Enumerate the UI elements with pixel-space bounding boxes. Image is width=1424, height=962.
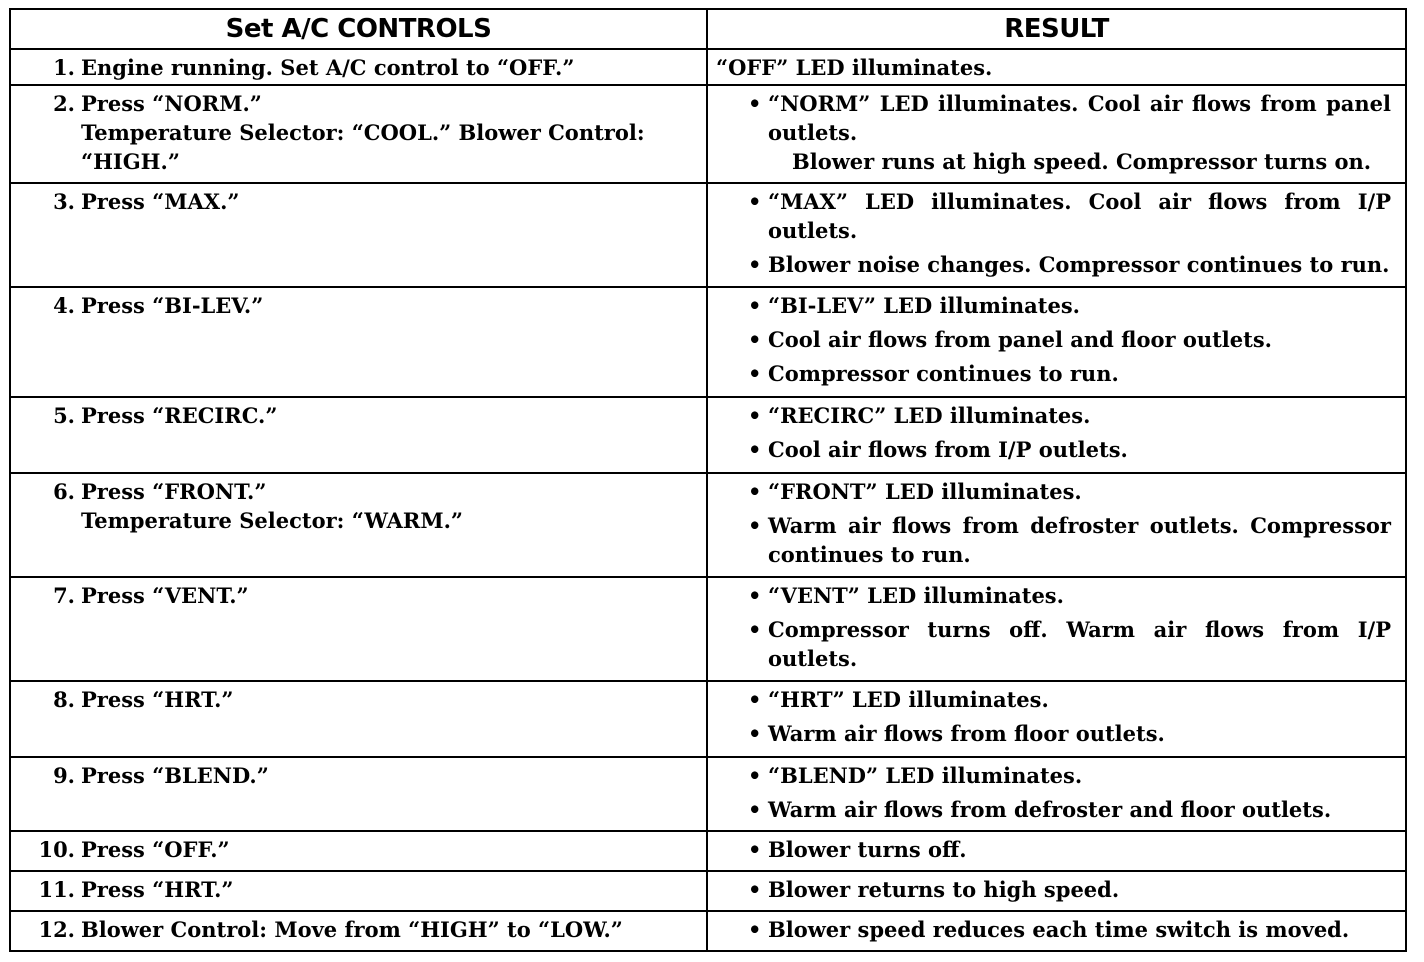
result-text: “OFF” LED illuminates.: [716, 55, 993, 80]
result-cell: [707, 757, 1406, 831]
step-line: Press “HRT.”: [81, 877, 234, 902]
result-cell: [707, 871, 1406, 911]
step-number: 12.: [38, 917, 75, 942]
table-row: [10, 397, 1406, 473]
step: [11, 682, 706, 716]
table-row: [10, 49, 1406, 85]
table-row: [10, 183, 1406, 287]
bullet-text: [768, 875, 1391, 904]
result-bullet: [748, 291, 1391, 320]
control-cell: [10, 287, 707, 397]
step: [11, 398, 706, 432]
step-text: [81, 835, 700, 864]
step: [11, 86, 706, 178]
bullet-dot-icon: •: [748, 91, 762, 116]
result-cell: [707, 85, 1406, 183]
step-text: [81, 915, 700, 944]
step-text: [81, 761, 700, 790]
result-cell: [707, 831, 1406, 871]
bullet-dot-icon: •: [748, 583, 762, 608]
bullet-main-text: Cool air flows from panel and floor outlets.: [768, 327, 1272, 352]
table-row: [10, 577, 1406, 681]
bullet-text: [768, 89, 1391, 176]
header-row: [10, 9, 1406, 49]
result-list: [708, 578, 1405, 675]
bullet-main-text: Compressor continues to run.: [768, 361, 1119, 386]
bullet-dot-icon: •: [748, 877, 762, 902]
result-bullet: [748, 187, 1391, 245]
bullet-dot-icon: •: [748, 293, 762, 318]
step-line: Temperature Selector: “WARM.”: [81, 508, 463, 533]
bullet-text: [768, 511, 1391, 569]
bullet-text: [768, 719, 1391, 748]
control-cell: [10, 397, 707, 473]
table-row: [10, 871, 1406, 911]
bullet-text: [768, 435, 1391, 464]
control-cell: [10, 577, 707, 681]
result-cell: [707, 577, 1406, 681]
step-line: Press “BLEND.”: [81, 763, 269, 788]
bullet-dot-icon: •: [748, 721, 762, 746]
bullet-main-text: Warm air flows from defroster and floor outlets.: [768, 797, 1332, 822]
step-number: 3.: [53, 189, 75, 214]
step-text: [81, 291, 700, 320]
bullet-main-text: Cool air flows from I/P outlets.: [768, 437, 1128, 462]
bullet-dot-icon: •: [748, 479, 762, 504]
step-text: [81, 477, 700, 535]
step: [11, 474, 706, 537]
result-bullet: [748, 477, 1391, 506]
step-number: 11.: [38, 877, 75, 902]
bullet-main-text: “MAX” LED illuminates. Cool air flows from I/P outlets.: [768, 189, 1391, 243]
bullet-dot-icon: •: [748, 687, 762, 712]
control-cell: [10, 85, 707, 183]
header-set-ac-controls: Set A/C CONTROLS: [10, 9, 707, 49]
step-number: 1.: [53, 55, 75, 80]
step-line: Press “MAX.”: [81, 189, 240, 214]
bullet-main-text: Compressor turns off. Warm air flows from I/P outlets.: [768, 617, 1391, 671]
result-bullet: [748, 435, 1391, 464]
step-line: Temperature Selector: “COOL.” Blower Control:: [81, 120, 645, 145]
bullet-text: [768, 915, 1391, 944]
step-text: [81, 53, 700, 82]
bullet-text: [768, 250, 1391, 279]
bullet-main-text: “RECIRC” LED illuminates.: [768, 403, 1091, 428]
result-list: [708, 86, 1405, 178]
control-cell: [10, 183, 707, 287]
result-list: [708, 398, 1405, 466]
bullet-main-text: Blower turns off.: [768, 837, 967, 862]
result-cell: [707, 287, 1406, 397]
control-cell: [10, 49, 707, 85]
step-line: Press “HRT.”: [81, 687, 234, 712]
bullet-dot-icon: •: [748, 403, 762, 428]
step-line: Press “VENT.”: [81, 583, 249, 608]
bullet-dot-icon: •: [748, 617, 762, 642]
bullet-main-text: “VENT” LED illuminates.: [768, 583, 1064, 608]
control-cell: [10, 871, 707, 911]
ac-controls-table: [9, 8, 1407, 952]
result-list: [708, 872, 1405, 906]
step-line: Engine running. Set A/C control to “OFF.”: [81, 55, 575, 80]
result-cell: [707, 49, 1406, 85]
step: [11, 184, 706, 218]
step-text: [81, 685, 700, 714]
step: [11, 872, 706, 906]
result-cell: [707, 473, 1406, 577]
step-number: 7.: [53, 583, 75, 608]
step-line: Press “RECIRC.”: [81, 403, 278, 428]
result-bullet: [748, 581, 1391, 610]
control-cell: [10, 681, 707, 757]
bullet-main-text: Warm air flows from floor outlets.: [768, 721, 1165, 746]
result-bullet: [748, 511, 1391, 569]
control-cell: [10, 831, 707, 871]
step-number: 5.: [53, 403, 75, 428]
result-bullet: [748, 915, 1391, 944]
result-bullet: [748, 875, 1391, 904]
bullet-main-text: “BLEND” LED illuminates.: [768, 763, 1083, 788]
step-text: [81, 581, 700, 610]
result-bullet: [748, 615, 1391, 673]
bullet-text: [768, 477, 1391, 506]
result-cell: [707, 183, 1406, 287]
bullet-dot-icon: •: [748, 252, 762, 277]
bullet-main-text: “FRONT” LED illuminates.: [768, 479, 1082, 504]
bullet-main-text: “HRT” LED illuminates.: [768, 687, 1049, 712]
table-body: [10, 49, 1406, 951]
table-row: [10, 287, 1406, 397]
table-row: [10, 473, 1406, 577]
bullet-main-text: “NORM” LED illuminates. Cool air flows from panel outlets.: [768, 91, 1391, 145]
step-number: 8.: [53, 687, 75, 712]
step-text: [81, 187, 700, 216]
step-number: 6.: [53, 479, 75, 504]
result-bullet: [748, 89, 1391, 176]
control-cell: [10, 911, 707, 951]
result-list: [708, 184, 1405, 281]
bullet-text: [768, 291, 1391, 320]
bullet-main-text: Blower returns to high speed.: [768, 877, 1120, 902]
bullet-text: [768, 325, 1391, 354]
step-text: [81, 401, 700, 430]
step-line: Blower Control: Move from “HIGH” to “LOW.”: [81, 917, 623, 942]
table-row: [10, 911, 1406, 951]
step-line: Press “FRONT.”: [81, 479, 267, 504]
bullet-sub-text: Blower runs at high speed. Compressor turns on.: [792, 149, 1372, 174]
control-cell: [10, 757, 707, 831]
bullet-dot-icon: •: [748, 437, 762, 462]
step: [11, 50, 706, 84]
result-cell: [707, 911, 1406, 951]
bullet-text: [768, 359, 1391, 388]
bullet-dot-icon: •: [748, 513, 762, 538]
bullet-text: [768, 761, 1391, 790]
bullet-dot-icon: •: [748, 763, 762, 788]
result-bullet: [748, 719, 1391, 748]
bullet-dot-icon: •: [748, 837, 762, 862]
bullet-text: [768, 615, 1391, 673]
result-bullet: [748, 325, 1391, 354]
bullet-main-text: Blower noise changes. Compressor continues to run.: [768, 252, 1390, 277]
bullet-main-text: Blower speed reduces each time switch is moved.: [768, 917, 1350, 942]
result-cell: [707, 397, 1406, 473]
result-bullet: [748, 359, 1391, 388]
step-line: “HIGH.”: [81, 149, 180, 174]
bullet-text: [768, 835, 1391, 864]
bullet-main-text: Warm air flows from defroster outlets. Compressor continues to run.: [768, 513, 1391, 567]
table-row: [10, 85, 1406, 183]
result-list: [708, 288, 1405, 390]
step-line: Press “NORM.”: [81, 91, 262, 116]
step-number: 9.: [53, 763, 75, 788]
result-bullet: [748, 401, 1391, 430]
table-row: [10, 757, 1406, 831]
header-result: RESULT: [707, 9, 1406, 49]
bullet-dot-icon: •: [748, 797, 762, 822]
bullet-text: [768, 581, 1391, 610]
step-line: Press “OFF.”: [81, 837, 230, 862]
result-cell: [707, 681, 1406, 757]
control-cell: [10, 473, 707, 577]
step-number: 10.: [38, 837, 75, 862]
bullet-dot-icon: •: [748, 189, 762, 214]
bullet-text: [768, 401, 1391, 430]
step-text: [81, 875, 700, 904]
step-number: 2.: [53, 91, 75, 116]
bullet-text: [768, 685, 1391, 714]
bullet-text: [768, 187, 1391, 245]
result-bullet: [748, 250, 1391, 279]
result-bullet: [748, 685, 1391, 714]
bullet-dot-icon: •: [748, 361, 762, 386]
result-bullet: [748, 795, 1391, 824]
step: [11, 758, 706, 792]
result-list: [708, 682, 1405, 750]
step: [11, 288, 706, 322]
result-bullet: [748, 835, 1391, 864]
result-bullet: [748, 761, 1391, 790]
bullet-dot-icon: •: [748, 917, 762, 942]
result-list: [708, 832, 1405, 866]
result-list: [708, 474, 1405, 571]
bullet-text: [768, 795, 1391, 824]
result-list: [708, 758, 1405, 826]
step-line: Press “BI-LEV.”: [81, 293, 264, 318]
bullet-main-text: “BI-LEV” LED illuminates.: [768, 293, 1080, 318]
step: [11, 832, 706, 866]
bullet-dot-icon: •: [748, 327, 762, 352]
step: [11, 578, 706, 612]
step-number: 4.: [53, 293, 75, 318]
step-text: [81, 89, 700, 176]
table-row: [10, 681, 1406, 757]
step: [11, 912, 706, 946]
result-list: [708, 912, 1405, 946]
table-row: [10, 831, 1406, 871]
